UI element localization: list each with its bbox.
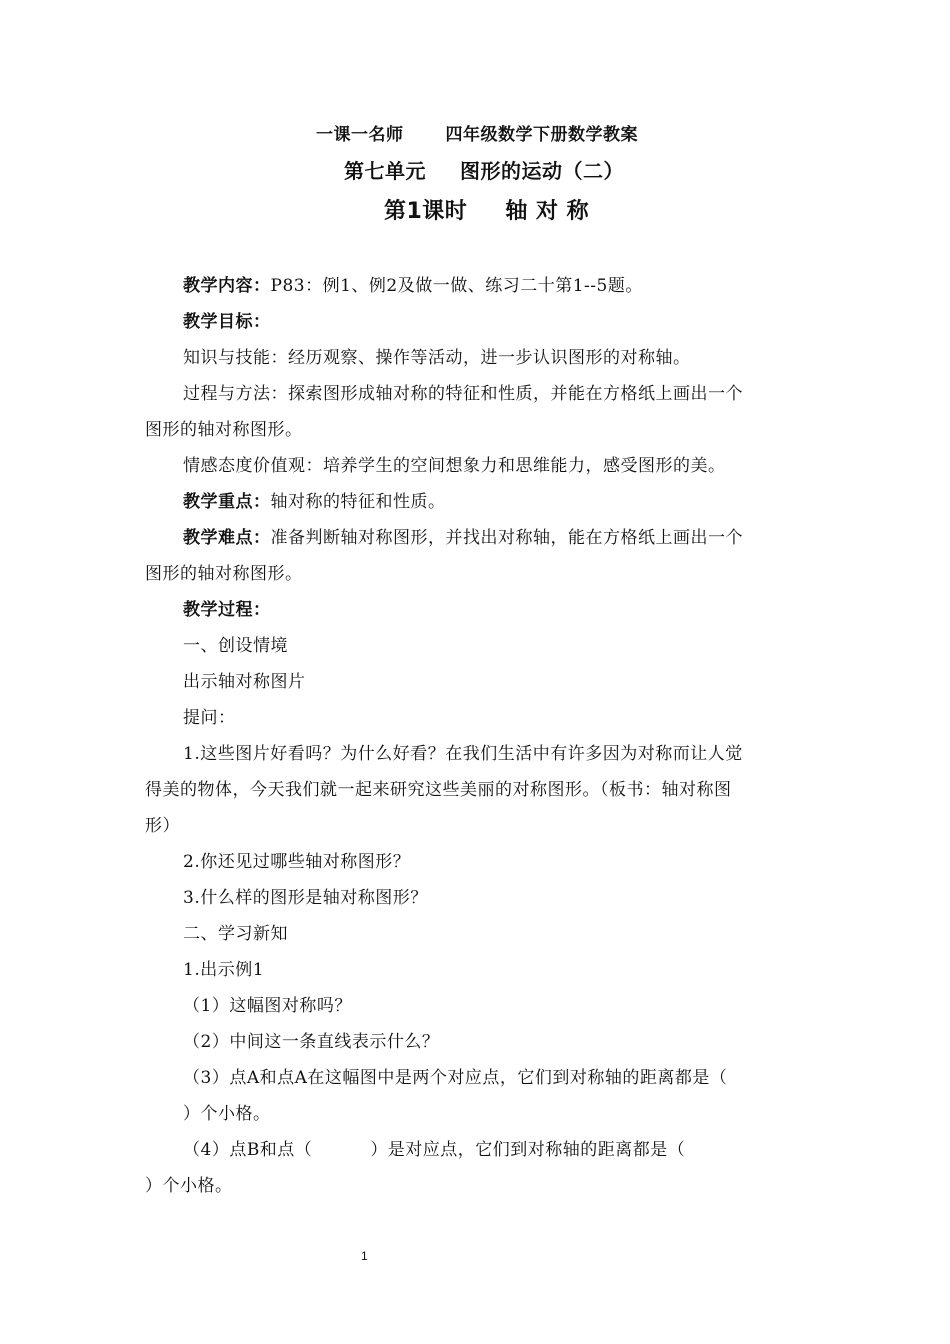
unit-name: 图形的运动（二）	[460, 159, 624, 183]
lesson-name: 轴 对 称	[505, 199, 590, 224]
section-2-heading: 二、学习新知	[183, 924, 288, 944]
question-1-line-3: 形）	[145, 816, 180, 836]
unit-number: 第七单元	[344, 159, 426, 183]
show-pictures: 出示轴对称图片	[183, 672, 306, 692]
sub-question-4-part-a: （4）点B和点（	[183, 1140, 313, 1160]
course-title: 四年级数学下册数学教案	[445, 125, 638, 145]
example-1: 1.出示例1	[183, 960, 265, 980]
objective-process-line-2: 图形的轴对称图形。	[145, 420, 303, 440]
sub-question-3-line-1: （3）点A和点A在这幅图中是两个对应点，它们到对称轴的距离都是（	[183, 1068, 728, 1088]
unit-title	[344, 158, 624, 184]
question-3: 3.什么样的图形是轴对称图形？	[183, 888, 428, 908]
series-title: 一课一名师	[316, 125, 404, 145]
sub-question-4-part-b: ）是对应点，它们到对称轴的距离都是（	[370, 1140, 686, 1160]
sub-question-4-line-1	[183, 1139, 685, 1161]
difficulty-line-1	[183, 527, 743, 549]
key-point-label: 教学重点：	[183, 492, 271, 512]
header-line-1	[316, 124, 638, 146]
difficulty-line-2: 图形的轴对称图形。	[145, 564, 303, 584]
key-point-text: 轴对称的特征和性质。	[270, 492, 446, 512]
ask-label: 提问：	[183, 708, 236, 728]
page-number: 1	[361, 1249, 368, 1263]
section-1-heading: 一、创设情境	[183, 636, 288, 656]
objective-knowledge: 知识与技能：经历观察、操作等活动，进一步认识图形的对称轴。	[183, 348, 691, 368]
objective-process-line-1: 过程与方法：探索图形成轴对称的特征和性质，并能在方格纸上画出一个	[183, 384, 743, 404]
objectives-label: 教学目标：	[183, 312, 271, 332]
sub-question-2: （2）中间这一条直线表示什么？	[183, 1032, 440, 1052]
sub-question-3-line-2: ）个小格。	[183, 1104, 271, 1124]
difficulty-label: 教学难点：	[183, 528, 271, 548]
question-2: 2.你还见过哪些轴对称图形？	[183, 852, 411, 872]
teaching-content-text: P83：例1、例2及做一做、练习二十第1--5题。	[270, 276, 643, 296]
lesson-title	[384, 198, 589, 226]
process-label: 教学过程：	[183, 600, 271, 620]
question-1-line-1: 1.这些图片好看吗？为什么好看？在我们生活中有许多因为对称而让人觉	[183, 744, 743, 764]
objective-emotion: 情感态度价值观：培养学生的空间想象力和思维能力，感受图形的美。	[183, 456, 726, 476]
teaching-content-label: 教学内容：	[183, 276, 271, 296]
key-point	[183, 491, 446, 513]
teaching-content	[183, 275, 643, 297]
difficulty-text: 准备判断轴对称图形，并找出对称轴，能在方格纸上画出一个	[270, 528, 743, 548]
lesson-number: 第1课时	[384, 199, 468, 224]
question-1-line-2: 得美的物体，今天我们就一起来研究这些美丽的对称图形。（板书：轴对称图	[145, 780, 732, 800]
sub-question-4-line-2: ）个小格。	[145, 1176, 233, 1196]
sub-question-1: （1）这幅图对称吗？	[183, 996, 352, 1016]
